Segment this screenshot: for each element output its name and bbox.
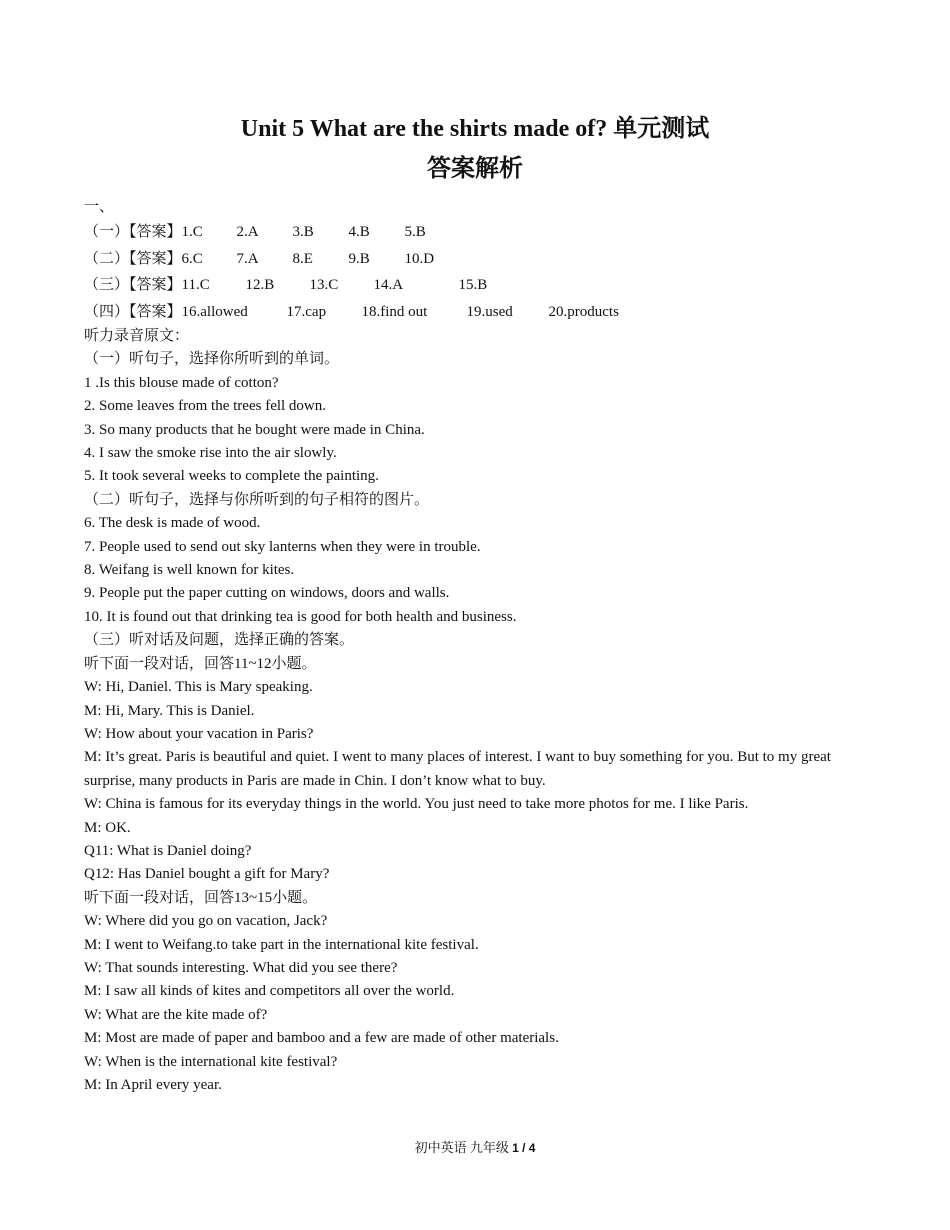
answer-prefix: （四）【答案】 — [84, 303, 182, 320]
section-heading: 一、 — [84, 199, 115, 215]
section-heading: （一）听句子，选择你所听到的单词。 — [84, 351, 340, 368]
transcript-line: 3. So many products that he bought were made in China. — [84, 421, 425, 438]
page-number: 1 / 4 — [512, 1141, 536, 1155]
answer-item: 1.C — [181, 224, 203, 240]
transcript-line: 7. People used to send out sky lanterns when they were in trouble. — [84, 538, 481, 555]
answer-item: 5.B — [404, 224, 426, 240]
answer-item: 18.find out — [361, 303, 428, 320]
answer-row — [84, 272, 874, 299]
dialogue-line: M: Most are made of paper and bamboo and a few are made of other materials. — [84, 1030, 559, 1047]
answer-item: 14.A — [373, 277, 404, 293]
answer-row — [84, 219, 874, 246]
answer-item: 6.C — [181, 250, 203, 267]
dialogue-line: M: Hi, Mary. This is Daniel. — [84, 702, 255, 719]
dialogue-line: W: Hi, Daniel. This is Mary speaking. — [84, 679, 313, 696]
answer-row — [84, 299, 874, 326]
transcript-line: 4. I saw the smoke rise into the air slowly. — [84, 445, 337, 462]
dialogue-line: M: In April every year. — [84, 1077, 222, 1093]
document-subtitle: 答案解析 — [427, 156, 523, 182]
answer-item: 15.B — [458, 277, 488, 293]
question-line: Q11: What is Daniel doing? — [84, 842, 252, 859]
dialogue-intro: 听下面一段对话，回答13~15小题。 — [84, 889, 318, 906]
dialogue-line: W: That sounds interesting. What did you see there? — [84, 959, 398, 976]
transcript-line: 5. It took several weeks to complete the painting. — [84, 468, 379, 485]
transcript-line: 1 .Is this blouse made of cotton? — [84, 374, 279, 391]
transcript-line: 6. The desk is made of wood. — [84, 515, 261, 532]
dialogue-line: W: When is the international kite festival? — [84, 1053, 338, 1070]
answer-item: 2.A — [236, 224, 259, 240]
answer-item: 19.used — [466, 303, 513, 320]
answer-item: 8.E — [292, 250, 313, 267]
answer-item: 9.B — [348, 250, 370, 267]
footer-text: 初中英语 九年级 — [414, 1140, 513, 1155]
transcript-line: 8. Weifang is well known for kites. — [84, 562, 295, 579]
dialogue-intro: 听下面一段对话，回答11~12小题。 — [84, 655, 317, 672]
section-heading: （三）听对话及问题，选择正确的答案。 — [84, 632, 355, 649]
answer-item: 10.D — [404, 250, 435, 267]
dialogue-line: W: What are the kite made of? — [84, 1006, 268, 1023]
transcript-line: 9. People put the paper cutting on windows, doors and walls. — [84, 585, 450, 602]
dialogue-line: M: I went to Weifang.to take part in the international kite festival. — [84, 936, 479, 953]
answer-item: 11.C — [181, 277, 210, 293]
transcript-line: 2. Some leaves from the trees fell down. — [84, 398, 327, 415]
section-heading: （二）听句子，选择与你所听到的句子相符的图片。 — [84, 491, 430, 508]
document-title: Unit 5 What are the shirts made of? 单元测试 — [240, 116, 710, 142]
dialogue-line: M: I saw all kinds of kites and competitors all over the world. — [84, 983, 455, 1000]
page-footer — [0, 1139, 950, 1157]
answer-item: 4.B — [348, 224, 370, 240]
answer-row — [84, 246, 874, 273]
answer-prefix: （一）【答案】 — [84, 224, 182, 240]
dialogue-line: M: OK. — [84, 819, 131, 836]
dialogue-line: W: Where did you go on vacation, Jack? — [84, 913, 328, 930]
section-heading: 听力录音原文： — [84, 328, 190, 344]
answer-item: 20.products — [548, 303, 619, 320]
answer-prefix: （三）【答案】 — [84, 277, 182, 293]
dialogue-line: W: How about your vacation in Paris? — [84, 725, 314, 742]
answer-item: 7.A — [236, 250, 259, 267]
answer-prefix: （二）【答案】 — [84, 250, 182, 267]
answer-item: 12.B — [245, 277, 275, 293]
answer-item: 3.B — [292, 224, 314, 240]
document-body — [84, 195, 874, 1097]
dialogue-line: W: China is famous for its everyday things in the world. You just need to take more photos for me. I like Paris. — [84, 796, 749, 813]
dialogue-line: M: It’s great. Paris is beautiful and quiet. I went to many places of interest. I want to buy something for you. But to my great surprise, many products in Paris are made in Chin. I don’t know what to buy. — [84, 749, 831, 789]
answer-item: 17.cap — [286, 303, 327, 320]
question-line: Q12: Has Daniel bought a gift for Mary? — [84, 866, 330, 883]
answer-item: 13.C — [309, 277, 339, 293]
transcript-line: 10. It is found out that drinking tea is good for both health and business. — [84, 608, 517, 625]
answer-item: 16.allowed — [181, 303, 248, 320]
